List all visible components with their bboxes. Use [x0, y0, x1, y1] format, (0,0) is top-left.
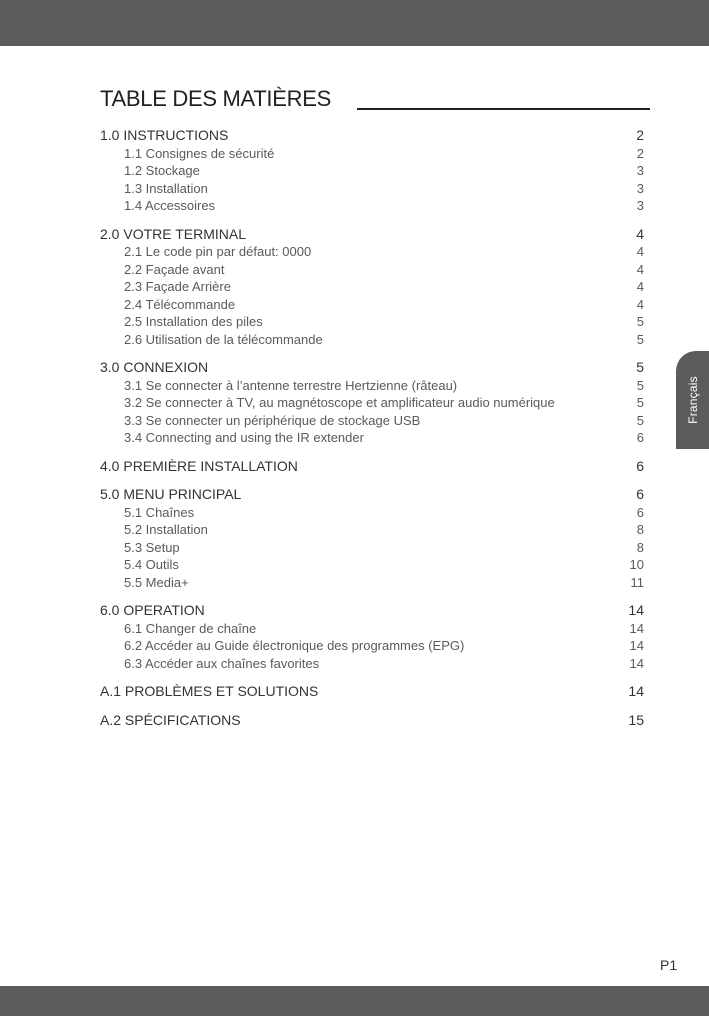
toc-subentry-label: 5.1 Chaînes — [124, 504, 195, 520]
toc-subentry[interactable] — [100, 197, 644, 215]
toc-subentry-label: 2.6 Utilisation de la télécommande — [124, 331, 323, 347]
toc-subentry[interactable] — [100, 377, 644, 395]
toc-subentry[interactable] — [100, 574, 644, 592]
page-title: TABLE DES MATIÈRES — [100, 86, 331, 111]
toc-subentry[interactable] — [100, 261, 644, 279]
toc-subentry-page: 4 — [636, 244, 644, 259]
toc-subentry-page: 8 — [636, 539, 644, 555]
bottom-bar — [0, 986, 709, 1016]
toc-subentry-page: 5 — [636, 314, 644, 329]
toc-subentry-label: 5.5 Media+ — [124, 574, 189, 590]
toc-entry-label: 1.0 INSTRUCTIONS — [100, 127, 229, 143]
toc-subentry-label: 3.4 Connecting and using the IR extender — [124, 430, 364, 445]
toc-entry-page: 2 — [636, 127, 644, 143]
toc-subentry-label: 3.2 Se connecter à TV, au magnétoscope et amplificateur audio numérique — [124, 395, 555, 410]
toc-subentry-page: 3 — [636, 180, 644, 196]
toc-subentry[interactable] — [100, 539, 644, 557]
toc-entry-label: 2.0 VOTRE TERMINAL — [100, 225, 247, 242]
toc-section — [100, 359, 644, 447]
toc-subentry-page: 14 — [629, 638, 644, 653]
toc-subentry-label: 2.1 Le code pin par défaut: 0000 — [124, 244, 312, 259]
toc-subentry[interactable] — [100, 521, 644, 539]
toc-entry[interactable] — [100, 602, 644, 620]
toc-entry-page: 6 — [636, 486, 644, 502]
toc-subentry-page: 4 — [636, 279, 644, 294]
toc-section — [100, 602, 644, 672]
toc-entry-page: 14 — [628, 683, 644, 699]
toc-subentry-page: 8 — [636, 522, 644, 537]
toc-subentry[interactable] — [100, 296, 644, 314]
toc-subentry-page: 4 — [636, 296, 644, 312]
language-tab-label: Français — [685, 376, 700, 424]
toc-subentry-label: 2.4 Télécommande — [124, 296, 236, 312]
language-tab[interactable] — [676, 351, 709, 449]
toc-subentry[interactable] — [100, 637, 644, 655]
toc-section — [100, 486, 644, 591]
toc-subentry-page: 14 — [629, 655, 644, 671]
toc-subentry-label: 2.2 Façade avant — [124, 261, 225, 277]
toc-subentry-label: 5.2 Installation — [124, 522, 208, 537]
toc-entry[interactable] — [100, 226, 644, 244]
toc-section — [100, 458, 644, 476]
toc-subentry-page: 5 — [636, 377, 644, 393]
toc-subentry-label: 5.3 Setup — [124, 539, 180, 555]
toc-subentry[interactable] — [100, 278, 644, 296]
toc-subentry-label: 1.4 Accessoires — [124, 198, 216, 213]
toc-subentry[interactable] — [100, 620, 644, 638]
toc-subentry[interactable] — [100, 412, 644, 430]
toc-subentry-page: 5 — [636, 331, 644, 347]
toc-entry[interactable] — [100, 486, 644, 504]
toc-entry-label: 6.0 OPERATION — [100, 602, 205, 618]
toc-entry[interactable] — [100, 359, 644, 377]
toc-subentry[interactable] — [100, 180, 644, 198]
toc-entry-label: A.1 PROBLÈMES ET SOLUTIONS — [100, 683, 319, 699]
toc-subentry[interactable] — [100, 162, 644, 180]
toc-subentry-page: 6 — [636, 430, 644, 445]
toc-entry-page: 14 — [628, 602, 644, 618]
toc-subentry-label: 6.1 Changer de chaîne — [124, 620, 257, 636]
toc-subentry-page: 14 — [629, 620, 644, 636]
toc-subentry-page: 4 — [636, 261, 644, 277]
toc-entry-label: 4.0 PREMIÈRE INSTALLATION — [100, 457, 298, 474]
toc-subentry-label: 3.1 Se connecter à l’antenne terrestre Hertzienne (râteau) — [124, 377, 458, 393]
toc-section — [100, 127, 644, 215]
toc-subentry-label: 6.3 Accéder aux chaînes favorites — [124, 655, 320, 671]
toc-subentry-page: 3 — [636, 198, 644, 213]
toc-entry-page: 5 — [636, 359, 644, 375]
title-rule — [357, 108, 650, 110]
toc-subentry[interactable] — [100, 504, 644, 522]
toc-subentry-label: 5.4 Outils — [124, 557, 179, 572]
toc-subentry-page: 3 — [636, 163, 644, 178]
toc-subentry[interactable] — [100, 556, 644, 574]
toc-subentry-label: 1.3 Installation — [124, 180, 208, 196]
table-of-contents — [100, 127, 644, 740]
toc-subentry-label: 1.1 Consignes de sécurité — [124, 145, 275, 161]
title-row — [100, 86, 650, 116]
toc-subentry[interactable] — [100, 243, 644, 261]
toc-subentry-page: 5 — [636, 412, 644, 428]
toc-subentry-label: 1.2 Stockage — [124, 163, 200, 178]
toc-subentry[interactable] — [100, 655, 644, 673]
toc-subentry-page: 11 — [630, 574, 644, 590]
toc-entry-label: 5.0 MENU PRINCIPAL — [100, 486, 242, 502]
toc-subentry[interactable] — [100, 394, 644, 412]
toc-subentry[interactable] — [100, 145, 644, 163]
page-number: P1 — [660, 957, 678, 973]
toc-entry-page: 15 — [628, 711, 644, 728]
toc-section — [100, 683, 644, 701]
toc-entry[interactable] — [100, 458, 644, 476]
toc-subentry-page: 10 — [629, 557, 644, 572]
toc-subentry-label: 3.3 Se connecter un périphérique de stockage USB — [124, 412, 421, 428]
toc-entry-label: A.2 SPÉCIFICATIONS — [100, 711, 241, 728]
toc-subentry-label: 2.5 Installation des piles — [124, 314, 263, 329]
top-bar — [0, 0, 709, 46]
toc-subentry[interactable] — [100, 331, 644, 349]
toc-subentry-label: 6.2 Accéder au Guide électronique des programmes (EPG) — [124, 638, 465, 653]
toc-entry[interactable] — [100, 712, 644, 730]
toc-section — [100, 226, 644, 349]
toc-subentry-page: 2 — [636, 145, 644, 161]
toc-entry[interactable] — [100, 683, 644, 701]
toc-subentry[interactable] — [100, 313, 644, 331]
toc-entry[interactable] — [100, 127, 644, 145]
toc-entry-label: 3.0 CONNEXION — [100, 359, 209, 375]
toc-section — [100, 712, 644, 730]
toc-subentry[interactable] — [100, 429, 644, 447]
toc-entry-page: 6 — [636, 457, 644, 474]
toc-subentry-page: 6 — [636, 504, 644, 520]
toc-subentry-label: 2.3 Façade Arrière — [124, 279, 231, 294]
toc-entry-page: 4 — [636, 225, 644, 242]
toc-subentry-page: 5 — [636, 395, 644, 410]
